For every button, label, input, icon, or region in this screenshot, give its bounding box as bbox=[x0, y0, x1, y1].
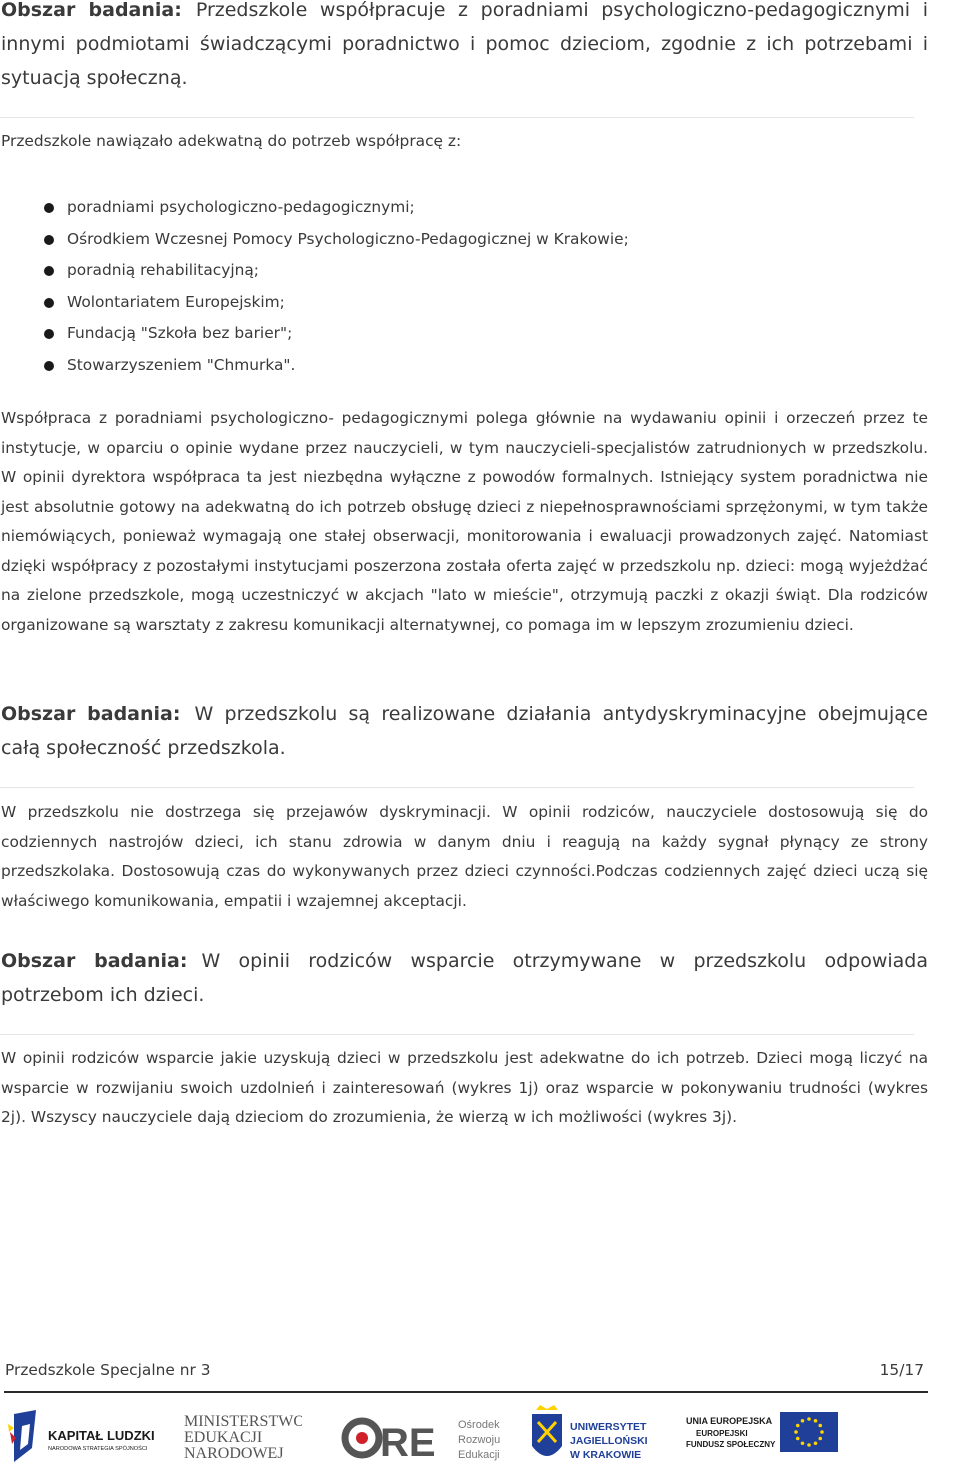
list-item: Ośrodkiem Wczesnej Pomocy Psychologiczno-Pedagogicznej w Krakowie; bbox=[44, 224, 629, 256]
ministerstwo-logo bbox=[182, 1404, 302, 1472]
list-item: poradnią rehabilitacyjną; bbox=[44, 255, 629, 287]
divider-3 bbox=[0, 1034, 914, 1035]
bullet-icon bbox=[44, 298, 54, 308]
sponsor-logos bbox=[0, 1400, 960, 1478]
cooperation-list bbox=[44, 192, 629, 381]
eu-star-icon bbox=[807, 1443, 811, 1447]
svg-text:Edukacji: Edukacji bbox=[458, 1449, 500, 1461]
eu-star-icon bbox=[807, 1417, 811, 1421]
svg-text:Rozwoju: Rozwoju bbox=[458, 1434, 501, 1446]
list-item: Stowarzyszeniem "Chmurka". bbox=[44, 350, 629, 382]
eu-star-icon bbox=[818, 1424, 822, 1428]
section-heading-text-3: W opinii rodziców wsparcie otrzymywane w przedszkolu odpowiada potrzebom ich dzieci. bbox=[1, 950, 928, 1006]
section-heading-text-1: Przedszkole współpracuje z poradniami psychologiczno-pedagogicznymi i innymi podmiotami świadczącymi poradnictwo i pomoc dzieciom, zgodnie z ich potrzebami i sytuacją społeczną. bbox=[1, 0, 928, 89]
section-label-3: Obszar badania: bbox=[1, 950, 188, 972]
bullet-icon bbox=[44, 361, 54, 371]
eu-star-icon bbox=[814, 1419, 818, 1423]
eu-star-icon bbox=[796, 1437, 800, 1441]
paragraph-3: W opinii rodziców wsparcie jakie uzyskują dzieci w przedszkolu jest adekwatne do ich potrzeb. Dzieci mogą liczyć na wsparcie w rozwijaniu swoich uzdolnień i zainteresowań (wykres 1j) oraz wsparcie w pokonywaniu trudności (wykres 2j). Wszyscy nauczyciele dają dzieciom do zrozumienia, że wierzą w ich możliwości (wykres 3j). bbox=[1, 1049, 928, 1126]
svg-text:RE: RE bbox=[380, 1421, 436, 1465]
divider-2 bbox=[0, 787, 914, 788]
footer-divider bbox=[4, 1391, 928, 1393]
bullet-icon bbox=[44, 203, 54, 213]
list-item: Wolontariatem Europejskim; bbox=[44, 287, 629, 319]
bullet-icon bbox=[44, 266, 54, 276]
svg-text:EDUKACJI: EDUKACJI bbox=[184, 1429, 263, 1446]
bullet-icon bbox=[44, 329, 54, 339]
svg-text:MINISTERSTWO: MINISTERSTWO bbox=[184, 1413, 302, 1430]
page-number: 15/17 bbox=[879, 1361, 924, 1379]
uj-logo bbox=[528, 1404, 668, 1472]
svg-text:NARODOWA STRATEGIA SPÓJNOŚCI: NARODOWA STRATEGIA SPÓJNOŚCI bbox=[48, 1446, 148, 1452]
svg-text:Ośrodek: Ośrodek bbox=[458, 1419, 500, 1431]
eu-star-icon bbox=[814, 1441, 818, 1445]
eu-star-icon bbox=[794, 1430, 798, 1434]
svg-text:W KRAKOWIE: W KRAKOWIE bbox=[570, 1449, 642, 1461]
eu-logo bbox=[684, 1404, 844, 1472]
footer-document-title: Przedszkole Specjalne nr 3 bbox=[5, 1361, 211, 1379]
section-label-1: Obszar badania: bbox=[1, 0, 182, 21]
list-item: poradniami psychologiczno-pedagogicznymi; bbox=[44, 192, 629, 224]
svg-text:UNIA EUROPEJSKA: UNIA EUROPEJSKA bbox=[686, 1416, 773, 1426]
section-heading-2 bbox=[1, 697, 928, 765]
list-item: Fundacją "Szkoła bez barier"; bbox=[44, 318, 629, 350]
svg-text:NARODOWEJ: NARODOWEJ bbox=[184, 1445, 284, 1462]
section-heading-text-2: W przedszkolu są realizowane działania antydyskryminacyjne obejmujące całą społeczność przedszkola. bbox=[1, 703, 928, 759]
bullet-icon bbox=[44, 235, 54, 245]
svg-text:EUROPEJSKI: EUROPEJSKI bbox=[696, 1429, 748, 1438]
eu-star-icon bbox=[801, 1419, 805, 1423]
ore-logo bbox=[340, 1404, 510, 1472]
paragraph-2: W przedszkolu nie dostrzega się przejawów dyskryminacji. W opinii rodziców, nauczyciele dostosowują się do codziennych nastrojów dzieci, ich stanu zdrowia w danym dniu i reagują na każdy sygnał płynący ze strony przedszkolaka. Dostosowują czas do wykonywanych przez dzieci czynności.Podczas codziennych zajęć dzieci uczą się właściwego komunikowania, empatii i wzajemnej akceptacji. bbox=[1, 803, 928, 910]
eu-star-icon bbox=[820, 1430, 824, 1434]
paragraph-1: Współpraca z poradniami psychologiczno- pedagogicznymi polega głównie na wydawaniu opinii i orzeczeń przez te instytucje, w oparciu o opinie wydane przez nauczycieli, w tym nauczycieli-specjalistów zatrudnionych w przedszkolu. W opinii dyrektora współpraca ta jest niezbędna wyłączne z powodów formalnych. Istniejący system poradnictwa nie jest absolutnie gotowy na adekwatną do ich potrzeb obsługę dzieci z niepełnosprawnościami sprzężonymi, w tym także niemówiących, ponieważ wymagają one stałej obserwacji, monitorowania i ewaluacji prowadzonych zajęć. Natomiast dzięki współpracy z pozostałymi instytucjami poszerzona została oferta zajęć w przedszkolu np. dzieci: mogą wyjeżdżać na zielone przedszkole, mogą uczestniczyć w akcjach "lato w mieście", otrzymują paczki z okazji świąt. Dla rodziców organizowane są warsztaty z zakresu komunikacji alternatywnej, co pomaga im w lepszym zrozumieniu dzieci. bbox=[1, 409, 928, 634]
section-label-2: Obszar badania: bbox=[1, 703, 181, 725]
section-heading-3 bbox=[1, 944, 928, 1012]
eu-star-icon bbox=[818, 1437, 822, 1441]
eu-star-icon bbox=[801, 1441, 805, 1445]
divider-1 bbox=[0, 117, 914, 118]
svg-text:UNIWERSYTET: UNIWERSYTET bbox=[570, 1421, 647, 1433]
section-heading-1 bbox=[1, 0, 928, 95]
kapital-ludzki-logo bbox=[6, 1404, 166, 1472]
intro-text: Przedszkole nawiązało adekwatną do potrzeb współpracę z: bbox=[1, 132, 462, 150]
svg-text:JAGIELLOŃSKI: JAGIELLOŃSKI bbox=[570, 1435, 648, 1447]
svg-text:FUNDUSZ SPOŁECZNY: FUNDUSZ SPOŁECZNY bbox=[686, 1440, 776, 1449]
svg-text:KAPITAŁ LUDZKI: KAPITAŁ LUDZKI bbox=[48, 1428, 155, 1443]
eu-star-icon bbox=[796, 1424, 800, 1428]
